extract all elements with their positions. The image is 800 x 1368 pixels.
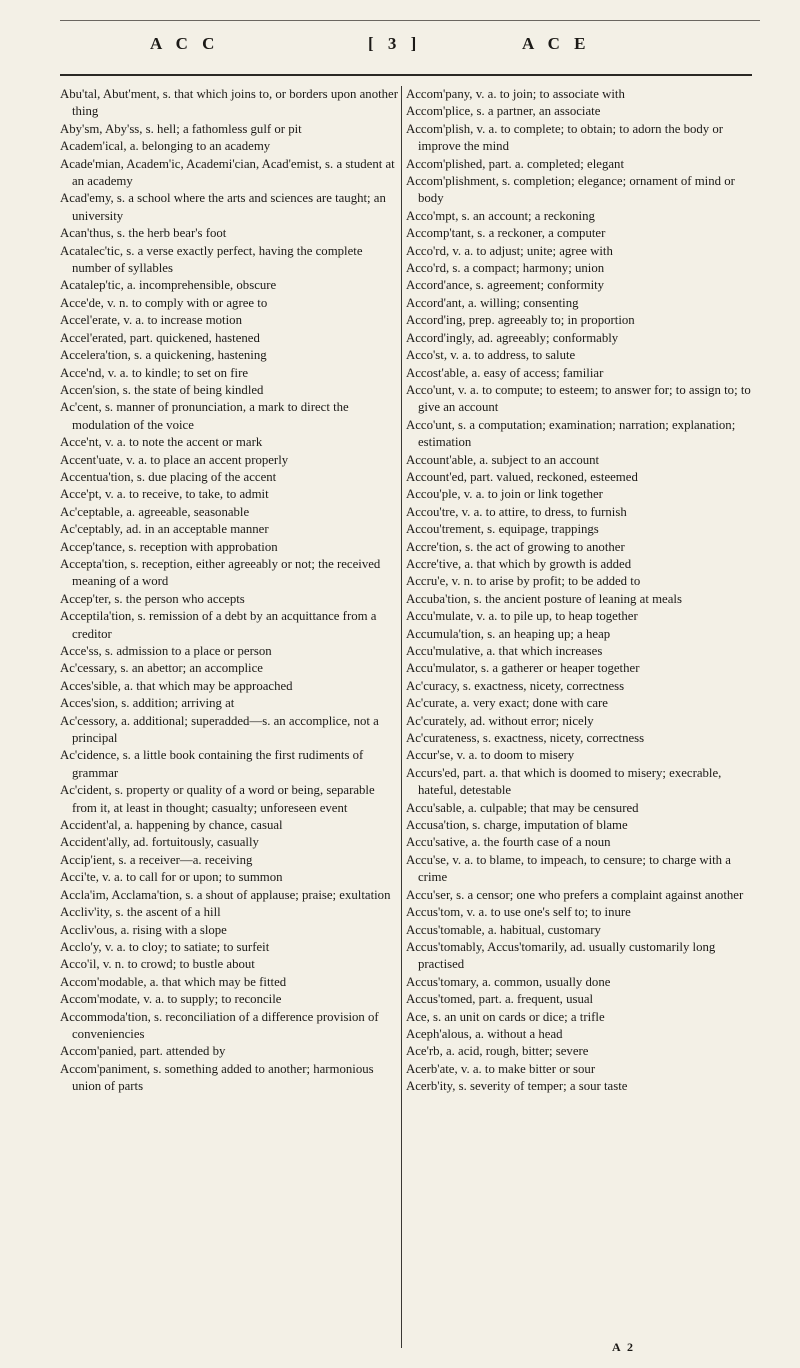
dictionary-entry: Ac'curacy, s. exactness, nicety, correctness	[406, 678, 625, 693]
dictionary-entry: Accom'plish, v. a. to complete; to obtain; to adorn the body or improve the mind	[406, 121, 724, 154]
dictionary-entry: Accu'mulative, a. that which increases	[406, 644, 603, 658]
dictionary-entry: Acco'st, v. a. to address, to salute	[406, 348, 576, 363]
dictionary-entry: Accu'mulator, s. a gatherer or heaper together	[406, 661, 640, 676]
dictionary-entry: Acerb'ity, s. severity of temper; a sour taste	[406, 1079, 628, 1094]
dictionary-entry: Acce'nd, v. a. to kindle; to set on fire	[60, 365, 249, 380]
dictionary-entry: Accliv'ous, a. rising with a slope	[60, 922, 227, 937]
dictionary-entry: Ac'cent, s. manner of pronunciation, a mark to direct the modulation of the voice	[60, 400, 349, 432]
dictionary-entry: Abu'tal, Abut'ment, s. that which joins to, or borders upon another thing	[60, 87, 398, 119]
dictionary-entry: Ac'cidence, s. a little book containing the first rudiments of grammar	[60, 748, 364, 780]
dictionary-entry: Acco'rd, s. a compact; harmony; union	[406, 261, 605, 276]
dictionary-entry: Accla'im, Acclama'tion, s. a shout of applause; praise; exultation	[60, 887, 391, 902]
dictionary-entry: Acatalep'tic, a. incomprehensible, obscure	[60, 278, 277, 293]
dictionary-entry: Accu'mulate, v. a. to pile up, to heap together	[406, 609, 638, 624]
dictionary-entry: Accip'ient, s. a receiver—a. receiving	[60, 852, 253, 867]
header-right-word: A C E	[522, 34, 591, 53]
dictionary-entry: Accord'ing, prep. agreeably to; in proportion	[406, 313, 635, 328]
header-rule	[60, 74, 752, 76]
dictionary-entry: Accen'sion, s. the state of being kindled	[60, 382, 264, 397]
dictionary-entry: Accom'plice, s. a partner, an associate	[406, 104, 601, 119]
dictionary-entry: Acclo'y, v. a. to cloy; to satiate; to surfeit	[60, 939, 270, 954]
dictionary-entry: Accident'ally, ad. fortuitously, casually	[60, 835, 259, 850]
dictionary-entry: Accep'ter, s. the person who accepts	[60, 591, 245, 606]
dictionary-entry: Accomp'tant, s. a reckoner, a computer	[406, 226, 606, 241]
dictionary-entry: Ac'curateness, s. exactness, nicety, correctness	[406, 731, 645, 746]
dictionary-entry: Ac'ceptable, a. agreeable, seasonable	[60, 504, 250, 519]
dictionary-entry: Accou'tre, v. a. to attire, to dress, to furnish	[406, 504, 627, 519]
dictionary-entry: Acco'il, v. n. to crowd; to bustle about	[60, 957, 255, 972]
dictionary-entry: Accom'modate, v. a. to supply; to reconcile	[60, 992, 282, 1007]
dictionary-entry: Ac'cessory, a. additional; superadded—s. an accomplice, not a principal	[60, 713, 379, 746]
dictionary-entry: Acan'thus, s. the herb bear's foot	[60, 226, 227, 241]
dictionary-entry: Acce'pt, v. a. to receive, to take, to admit	[60, 487, 269, 502]
dictionary-entry: Ac'curately, ad. without error; nicely	[406, 713, 594, 728]
dictionary-entry: Ac'curate, a. very exact; done with care	[406, 696, 608, 711]
left-column	[60, 86, 400, 1096]
dictionary-entry: Acci'te, v. a. to call for or upon; to summon	[60, 870, 283, 885]
dictionary-entry: Account'ed, part. valued, reckoned, esteemed	[406, 469, 638, 484]
dictionary-entry: Accus'tomed, part. a. frequent, usual	[406, 992, 594, 1007]
dictionary-entry: Accliv'ity, s. the ascent of a hill	[60, 905, 221, 920]
dictionary-entry: Accelera'tion, s. a quickening, hastening	[60, 348, 267, 363]
dictionary-entry: Accus'tomable, a. habitual, customary	[406, 922, 601, 937]
dictionary-entry: Acco'rd, v. a. to adjust; unite; agree with	[406, 243, 613, 258]
dictionary-entry: Accord'ingly, ad. agreeably; conformably	[406, 330, 619, 345]
dictionary-entry: Acad'emy, s. a school where the arts and sciences are taught; an university	[60, 191, 386, 223]
dictionary-entry: Acce'nt, v. a. to note the accent or mark	[60, 435, 263, 450]
dictionary-entry: Accumula'tion, s. an heaping up; a heap	[406, 626, 611, 641]
dictionary-entry: Accurs'ed, part. a. that which is doomed to misery; execrable, hateful, detestable	[406, 765, 722, 798]
dictionary-entry: Accom'panied, part. attended by	[60, 1044, 226, 1059]
dictionary-entry: Accel'erated, part. quickened, hastened	[60, 330, 260, 345]
dictionary-entry: Accom'plishment, s. completion; elegance; ornament of mind or body	[406, 174, 735, 206]
dictionary-entry: Accus'tom, v. a. to use one's self to; to inure	[406, 905, 631, 920]
dictionary-entry: Ac'cident, s. property or quality of a word or being, separable from it, at least in thought; casualty; unforeseen event	[60, 783, 375, 815]
dictionary-entry: Ace, s. an unit on cards or dice; a trifle	[406, 1009, 605, 1024]
dictionary-entry: Accost'able, a. easy of access; familiar	[406, 365, 604, 380]
dictionary-entry: Acade'mian, Academ'ic, Academi'cian, Acad'emist, s. a student at an academy	[60, 156, 395, 189]
dictionary-entry: Acatalec'tic, s. a verse exactly perfect, having the complete number of syllables	[60, 243, 363, 276]
dictionary-entry: Acco'unt, s. a computation; examination; narration; explanation; estimation	[406, 417, 736, 450]
dictionary-entry: Accus'tomably, Accus'tomarily, ad. usually customarily long practised	[406, 939, 716, 972]
dictionary-entry: Accident'al, a. happening by chance, casual	[60, 818, 283, 833]
header-left-word: A C C	[150, 34, 220, 53]
dictionary-entry: Accu'ser, s. a censor; one who prefers a complaint against another	[406, 887, 744, 902]
dictionary-entry: Acco'unt, v. a. to compute; to esteem; to answer for; to assign to; to give an account	[406, 382, 751, 415]
dictionary-entry: Accuba'tion, s. the ancient posture of leaning at meals	[406, 591, 682, 606]
dictionary-entry: Accusa'tion, s. charge, imputation of blame	[406, 818, 628, 833]
running-header	[60, 26, 760, 62]
dictionary-entry: Accommoda'tion, s. reconciliation of a difference provision of conveniencies	[60, 1009, 379, 1041]
dictionary-entry: Accre'tion, s. the act of growing to another	[406, 539, 625, 554]
dictionary-entry: Aceph'alous, a. without a head	[406, 1026, 563, 1041]
dictionary-entry: Accepta'tion, s. reception, either agreeably or not; the received meaning of a word	[60, 556, 381, 589]
header-page-number: [ 3 ]	[368, 34, 422, 53]
signature-mark: A 2	[612, 1340, 636, 1354]
dictionary-entry: Ace'rb, a. acid, rough, bitter; severe	[406, 1044, 589, 1059]
right-column	[406, 86, 760, 1096]
dictionary-entry: Accou'ple, v. a. to join or link together	[406, 487, 603, 502]
dictionary-entry: Accord'ant, a. willing; consenting	[406, 295, 579, 310]
dictionary-entry: Accru'e, v. n. to arise by profit; to be added to	[406, 574, 641, 589]
dictionary-entry: Acceptila'tion, s. remission of a debt by an acquittance from a creditor	[60, 609, 377, 641]
dictionary-entry: Aby'sm, Aby'ss, s. hell; a fathomless gulf or pit	[60, 121, 302, 136]
dictionary-entry: Accus'tomary, a. common, usually done	[406, 974, 611, 989]
dictionary-entry: Academ'ical, a. belonging to an academy	[60, 139, 271, 154]
dictionary-entry: Accep'tance, s. reception with approbation	[60, 539, 278, 554]
dictionary-entry: Accre'tive, a. that which by growth is added	[406, 556, 632, 571]
dictionary-entry: Accu'se, v. a. to blame, to impeach, to censure; to charge with a crime	[406, 852, 731, 885]
dictionary-entry: Accu'sative, a. the fourth case of a noun	[406, 835, 611, 850]
dictionary-entry: Ac'ceptably, ad. in an acceptable manner	[60, 522, 269, 537]
dictionary-entry: Acce'de, v. n. to comply with or agree to	[60, 295, 268, 310]
dictionary-entry: Acces'sion, s. addition; arriving at	[60, 696, 235, 711]
dictionary-entry: Accom'pany, v. a. to join; to associate with	[406, 87, 625, 101]
dictionary-entry: Accentua'tion, s. due placing of the accent	[60, 469, 277, 484]
top-rule	[60, 20, 760, 21]
dictionary-entry: Accord'ance, s. agreement; conformity	[406, 278, 605, 293]
dictionary-entry: Accent'uate, v. a. to place an accent properly	[60, 452, 289, 467]
dictionary-entry: Acco'mpt, s. an account; a reckoning	[406, 208, 595, 223]
dictionary-entry: Accom'plished, part. a. completed; elegant	[406, 156, 624, 171]
dictionary-entry: Accur'se, v. a. to doom to misery	[406, 748, 575, 763]
dictionary-entry: Ac'cessary, s. an abettor; an accomplice	[60, 661, 263, 676]
dictionary-entry: Acce'ss, s. admission to a place or person	[60, 644, 272, 658]
dictionary-entry: Account'able, a. subject to an account	[406, 452, 600, 467]
dictionary-entry: Acerb'ate, v. a. to make bitter or sour	[406, 1061, 596, 1076]
dictionary-entry: Acces'sible, a. that which may be approached	[60, 678, 293, 693]
dictionary-entry: Accel'erate, v. a. to increase motion	[60, 313, 242, 328]
dictionary-entry: Accou'trement, s. equipage, trappings	[406, 522, 599, 537]
dictionary-entry: Accom'paniment, s. something added to another; harmonious union of parts	[60, 1061, 374, 1094]
dictionary-entry: Accu'sable, a. culpable; that may be censured	[406, 800, 639, 815]
column-divider	[401, 86, 402, 1348]
dictionary-entry: Accom'modable, a. that which may be fitted	[60, 974, 287, 989]
